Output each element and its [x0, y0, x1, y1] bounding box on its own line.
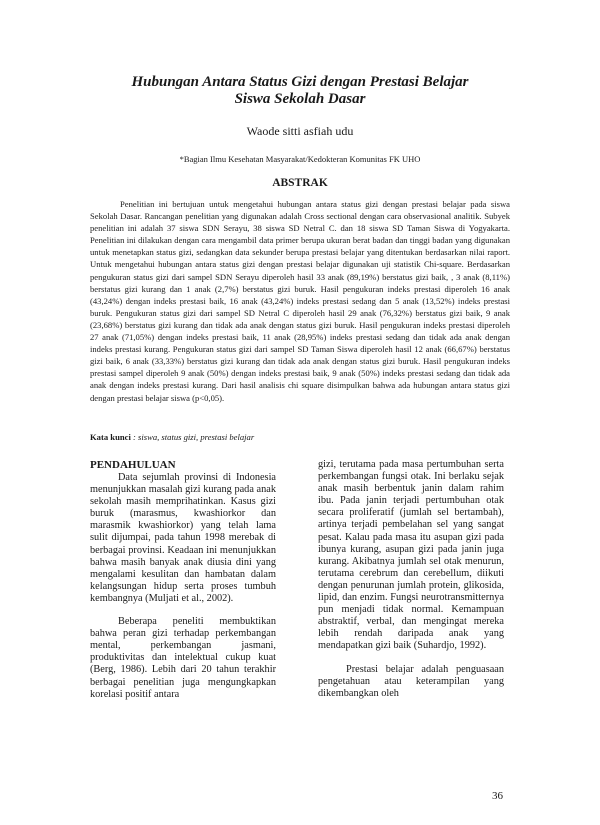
keywords-label: Kata kunci — [90, 432, 131, 442]
right-paragraph-2: Prestasi belajar adalah penguasaan pengetahuan atau keterampilan yang dikembangkan oleh — [318, 663, 504, 699]
right-column — [318, 459, 504, 700]
paper-title — [0, 74, 600, 108]
intro-paragraph-1: Data sejumlah provinsi di Indonesia menunjukkan masalah gizi kurang pada anak sekolah masih memprihatinkan. Kasus gizi buruk (marasmus, kwashiorkor dan marasmik kwashiorkor) yang telah lama sulit dijumpai, pada tahun 1998 merebak di berbagai provinsi. Keadaan ini menunjukkan bahwa masih banyak anak diusia dini yang mengalami kesulitan dan hambatan dalam kelangsungan hidup serta proses tumbuh kembangnya (Muljati et al., 2002). — [90, 472, 276, 604]
title-line-2: Siswa Sekolah Dasar — [234, 91, 366, 107]
right-paragraph-1: gizi, terutama pada masa pertumbuhan serta perkembangan fungsi otak. Ini berlaku sejak anak masih berbentuk janin dalam rahim ibu. Pada janin terjadi pertumbuhan otak secara proliferatif (jumlah sel bertambah), artinya terjadi pembelahan sel yang sangat pesat. Kalau pada masa itu asupan gizi pada ibunya kurang, asupan gizi pada janin juga kurang. Akibatnya jumlah sel otak menurun, terutama cerebrum dan cerebellum, diikuti dengan penurunan jumlah protein, glikosida, lipid, dan enzim. Fungsi neurotransmitternya pun menjadi tidak normal. Kemampuan abstraktif, verbal, dan mengingat mereka lebih rendah daripada anak yang mendapatkan gizi baik (Suhardjo, 1992). — [318, 459, 504, 652]
intro-paragraph-2: Beberapa peneliti membuktikan bahwa peran gizi terhadap perkembangan mental, perkembangan jasmani, produktivitas dan intelektual cukup kuat (Berg, 1986). Lebih dari 20 tahun terakhir berbagai penelitian juga mengungkapkan korelasi positif antara — [90, 616, 276, 700]
keywords-text: : siswa, status gizi, prestasi belajar — [133, 432, 255, 442]
author-name: Waode sitti asfiah udu — [246, 124, 354, 138]
keywords — [90, 431, 510, 443]
abstract-text: Penelitian ini bertujuan untuk mengetahui hubungan antara status gizi dengan prestasi belajar pada siswa Sekolah Dasar. Rancangan penelitian yang digunakan adalah Cross sectional dengan cara observasional analitik. Subyek penelitian ini adalah 37 siswa SDN Serayu, 38 siswa SD Netral C. dan 18 siswa SD Taman Siswa di Yogyakarta. Penelitian ini dilakukan dengan cara mengambil data primer berupa ukuran berat badan dan tinggi badan yang digunakan untuk menetapkan status gizi, sedangkan data sekunder berupa prestasi belajar yang ditentukan berdasarkan nilai raport. Untuk mengetahui hubungan antara status gizi dengan prestasi belajar digunakan uji statistik Chi-square. Berdasarkan pengukuran status gizi dari sampel SDN Serayu diperoleh hasil 33 anak (89,19%) berstatus gizi baik, , 3 anak (8,11%) berstatus gizi kurang dan 1 anak (2,7%) berstatus gizi buruk. Hasil pengukuran indeks prestasi diperoleh 16 anak (43,24%) dengan indeks prestasi baik, 16 anak (43,24%) indeks prestasi sedang dan 5 anak (13,52%) indeks prestasi buruk. Pengukuran status gizi dari sampel SD Netral C diperoleh hasil 29 anak (76,32%) berstatus gizi baik, 9 anak (23,68%) berstatus gizi kurang dan tidak ada anak dengan status gizi buruk. Hasil pengukuran indeks prestasi diperoleh 27 anak (71,05%) dengan indeks prestasi baik, 11 anak (28,95%) indeks prestasi sedang dan tidak ada anak dengan indeks prestasi kurang. Pengukuran status gizi dari sampel SD Taman Siswa diperoleh hasil 12 anak (66,67%) berstatus gizi baik, 6 anak (33,33%) berstatus gizi kurang dan tidak ada anak dengan status gizi buruk. Hasil pengukuran indeks prestasi sampel diperoleh 9 anak (50%) dengan indeks prestasi baik, 9 anak (50%) indeks prestasi sedang dan tidak ada anak dengan indeks prestasi kurang. Dari hasil analisis chi square disimpulkan bahwa ada hubungan antara status gizi dengan prestasi belajar siswa (p<0,05). — [90, 199, 510, 403]
abstract-heading: ABSTRAK — [272, 177, 328, 189]
section-heading-introduction: PENDAHULUAN — [90, 459, 176, 471]
title-line-1: Hubungan Antara Status Gizi dengan Prestasi Belajar — [131, 74, 469, 90]
author-affiliation: *Bagian Ilmu Kesehatan Masyarakat/Kedokteran Komunitas FK UHO — [179, 154, 421, 164]
left-column — [90, 459, 276, 701]
page-number: 36 — [492, 790, 503, 802]
